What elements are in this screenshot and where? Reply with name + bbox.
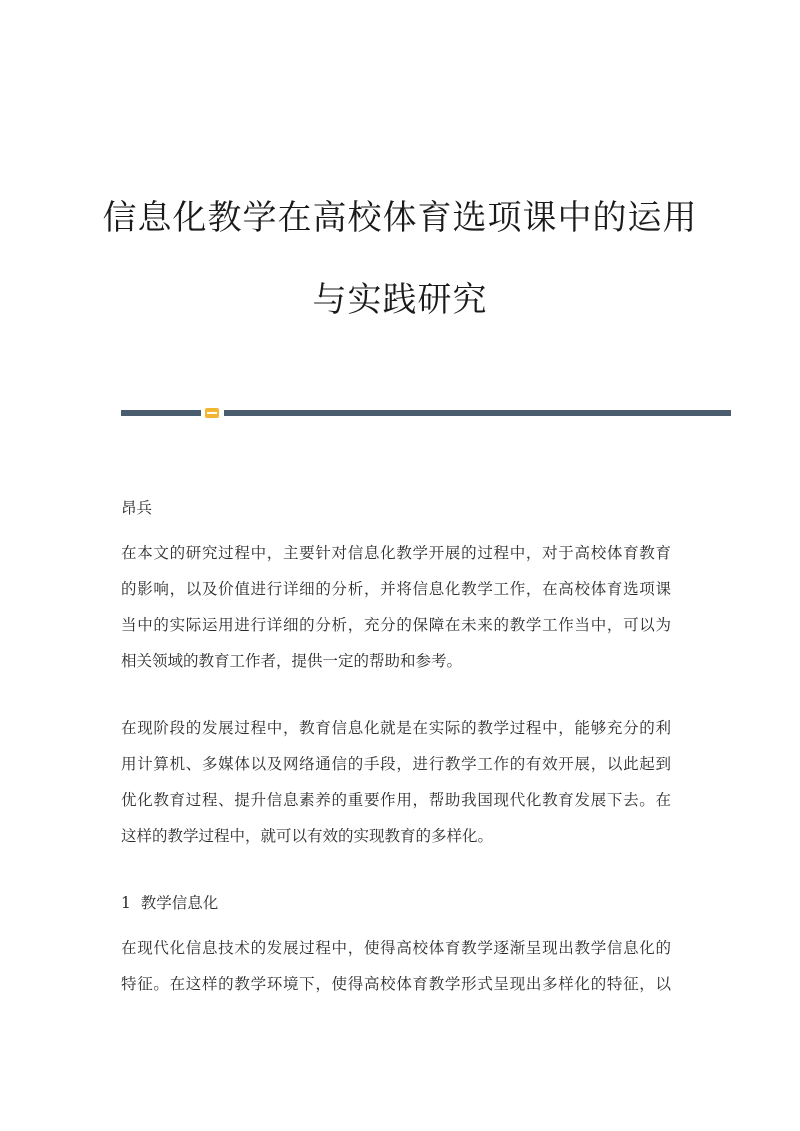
document-title-line-2: 与实践研究 (312, 280, 488, 320)
paragraph-line: 这样的教学过程中，就可以有效的实现教育的多样化。 (121, 827, 494, 845)
paragraph-line: 当中的实际运用进行详细的分析，充分的保障在未来的教学工作当中，可以为 (121, 616, 671, 634)
paragraph-line: 优化教育过程、提升信息素养的重要作用，帮助我国现代化教育发展下去。在 (121, 791, 671, 809)
paragraph-line: 在现阶段的发展过程中，教育信息化就是在实际的教学过程中，能够充分的利 (121, 719, 671, 737)
paragraph-line: 的影响，以及价值进行详细的分析，并将信息化教学工作，在高校体育选项课 (121, 580, 671, 598)
abstract-paragraph (121, 535, 671, 679)
paragraph-line: 在现代化信息技术的发展过程中，使得高校体育教学逐渐呈现出教学信息化的 (121, 939, 671, 957)
paragraph-line: 用计算机、多媒体以及网络通信的手段，进行教学工作的有效开展，以此起到 (121, 755, 671, 773)
author-name: 昂兵 (121, 499, 153, 517)
intro-paragraph (121, 710, 671, 854)
divider-bar-right (224, 410, 731, 416)
paragraph-line: 在本文的研究过程中，主要针对信息化教学开展的过程中，对于高校体育教育 (121, 544, 671, 562)
document-title-line-1: 信息化教学在高校体育选项课中的运用 (102, 198, 698, 238)
paragraph-line: 特征。在这样的教学环境下，使得高校体育教学形式呈现出多样化的特征，以 (121, 975, 671, 993)
divider-bar-left (121, 410, 201, 416)
section-heading: 1 教学信息化 (121, 894, 219, 912)
section-paragraph (121, 930, 671, 1002)
divider-emblem-icon (205, 408, 219, 418)
title-divider (121, 408, 731, 418)
paragraph-line: 相关领域的教育工作者，提供一定的帮助和参考。 (121, 652, 463, 670)
